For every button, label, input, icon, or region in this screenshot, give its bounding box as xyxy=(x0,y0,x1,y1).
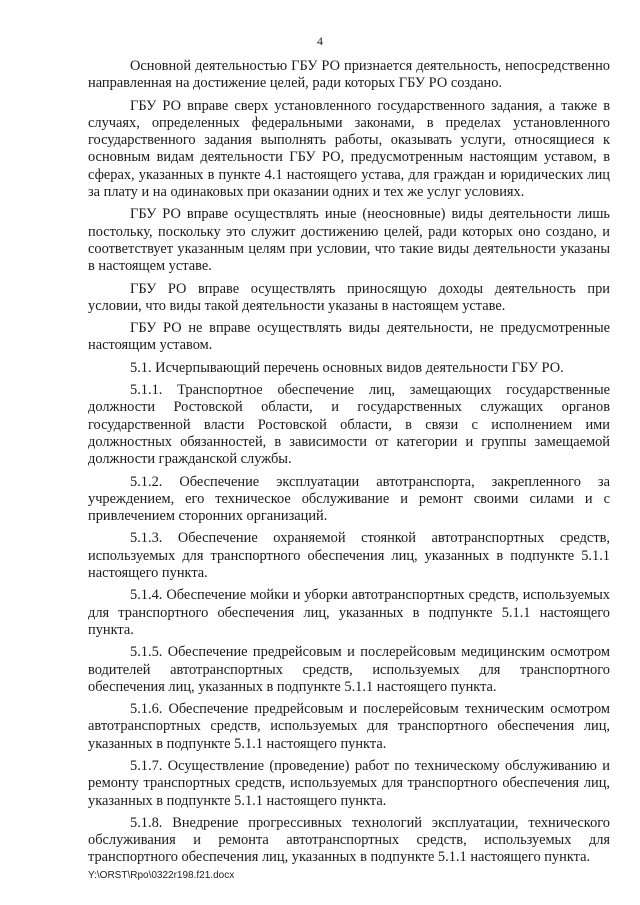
clause-5-1-2: 5.1.2. Обеспечение эксплуатации автотранспорта, закрепленного за учреждением, его техническое обслуживание и ремонт своими силами и с привлечением сторонних организаций. xyxy=(88,473,610,525)
clause-5-1-8: 5.1.8. Внедрение прогрессивных технологий эксплуатации, технического обслуживания и ремонта автотранспортных средств, используемых для транспортного обеспечения лиц, указанных в подпункте 5.1.1 настоящего пункта. xyxy=(88,814,610,866)
paragraph-prohibited-activities: ГБУ РО не вправе осуществлять виды деятельности, не предусмотренные настоящим уставом. xyxy=(88,320,610,354)
document-body xyxy=(88,58,610,872)
paragraph-paid-services: ГБУ РО вправе сверх установленного государственного задания, а также в случаях, определенных федеральными законами, в пределах установленного государственного задания выполнять работы, оказывать услуги, относящиеся к основным видам деятельности ГБУ РО, предусмотренным настоящим уставом, в сферах, указанных в пункте 4.1 настоящего устава, для граждан и юридических лиц за плату и на одинаковых при оказании одних и тех же услуг условиях. xyxy=(88,97,610,201)
clause-5-1-4: 5.1.4. Обеспечение мойки и уборки автотранспортных средств, используемых для транспортного обеспечения лиц, указанных в подпункте 5.1.1 настоящего пункта. xyxy=(88,587,610,638)
clause-5-1-7: 5.1.7. Осуществление (проведение) работ по техническому обслуживанию и ремонту транспортных средств, используемых для транспортного обеспечения лиц, указанных в подпункте 5.1.1 настоящего пункта. xyxy=(88,757,610,809)
clause-5-1-5: 5.1.5. Обеспечение предрейсовым и послерейсовым медицинским осмотром водителей автотранспортных средств, используемых для транспортного обеспечения лиц, указанных в подпункте 5.1.1 настоящего пункта. xyxy=(88,644,610,695)
page-number: 4 xyxy=(317,34,323,48)
clause-5-1: 5.1. Исчерпывающий перечень основных видов деятельности ГБУ РО. xyxy=(130,359,564,376)
paragraph-income-activity: ГБУ РО вправе осуществлять приносящую доходы деятельность при условии, что виды такой деятельности указаны в настоящем уставе. xyxy=(88,280,610,314)
clause-5-1-3: 5.1.3. Обеспечение охраняемой стоянкой автотранспортных средств, используемых для транспортного обеспечения лиц, указанных в подпункте 5.1.1 настоящего пункта. xyxy=(88,530,610,582)
footer-file-path: Y:\ORST\Rpo\0322r198.f21.docx xyxy=(88,870,235,881)
paragraph-other-activities: ГБУ РО вправе осуществлять иные (неосновные) виды деятельности лишь постольку, поскольку это служит достижению целей, ради которых оно создано, и соответствует указанным целям при условии, что такие виды деятельности указаны в настоящем уставе. xyxy=(88,206,610,275)
clause-5-1-6: 5.1.6. Обеспечение предрейсовым и послерейсовым техническим осмотром автотранспортных средств, используемых для транспортного обеспечения лиц, указанных в подпункте 5.1.1 настоящего пункта. xyxy=(88,701,610,752)
clause-5-1-1: 5.1.1. Транспортное обеспечение лиц, замещающих государственные должности Ростовской области, и государственных служащих органов государственной власти Ростовской области, в связи с исполнением ими должностных обязанностей, в зависимости от категории и группы замещаемой должности гражданской службы. xyxy=(88,382,610,468)
paragraph-main-activity: Основной деятельностью ГБУ РО признается деятельность, непосредственно направленная на достижение целей, ради которых ГБУ РО создано. xyxy=(88,58,610,92)
